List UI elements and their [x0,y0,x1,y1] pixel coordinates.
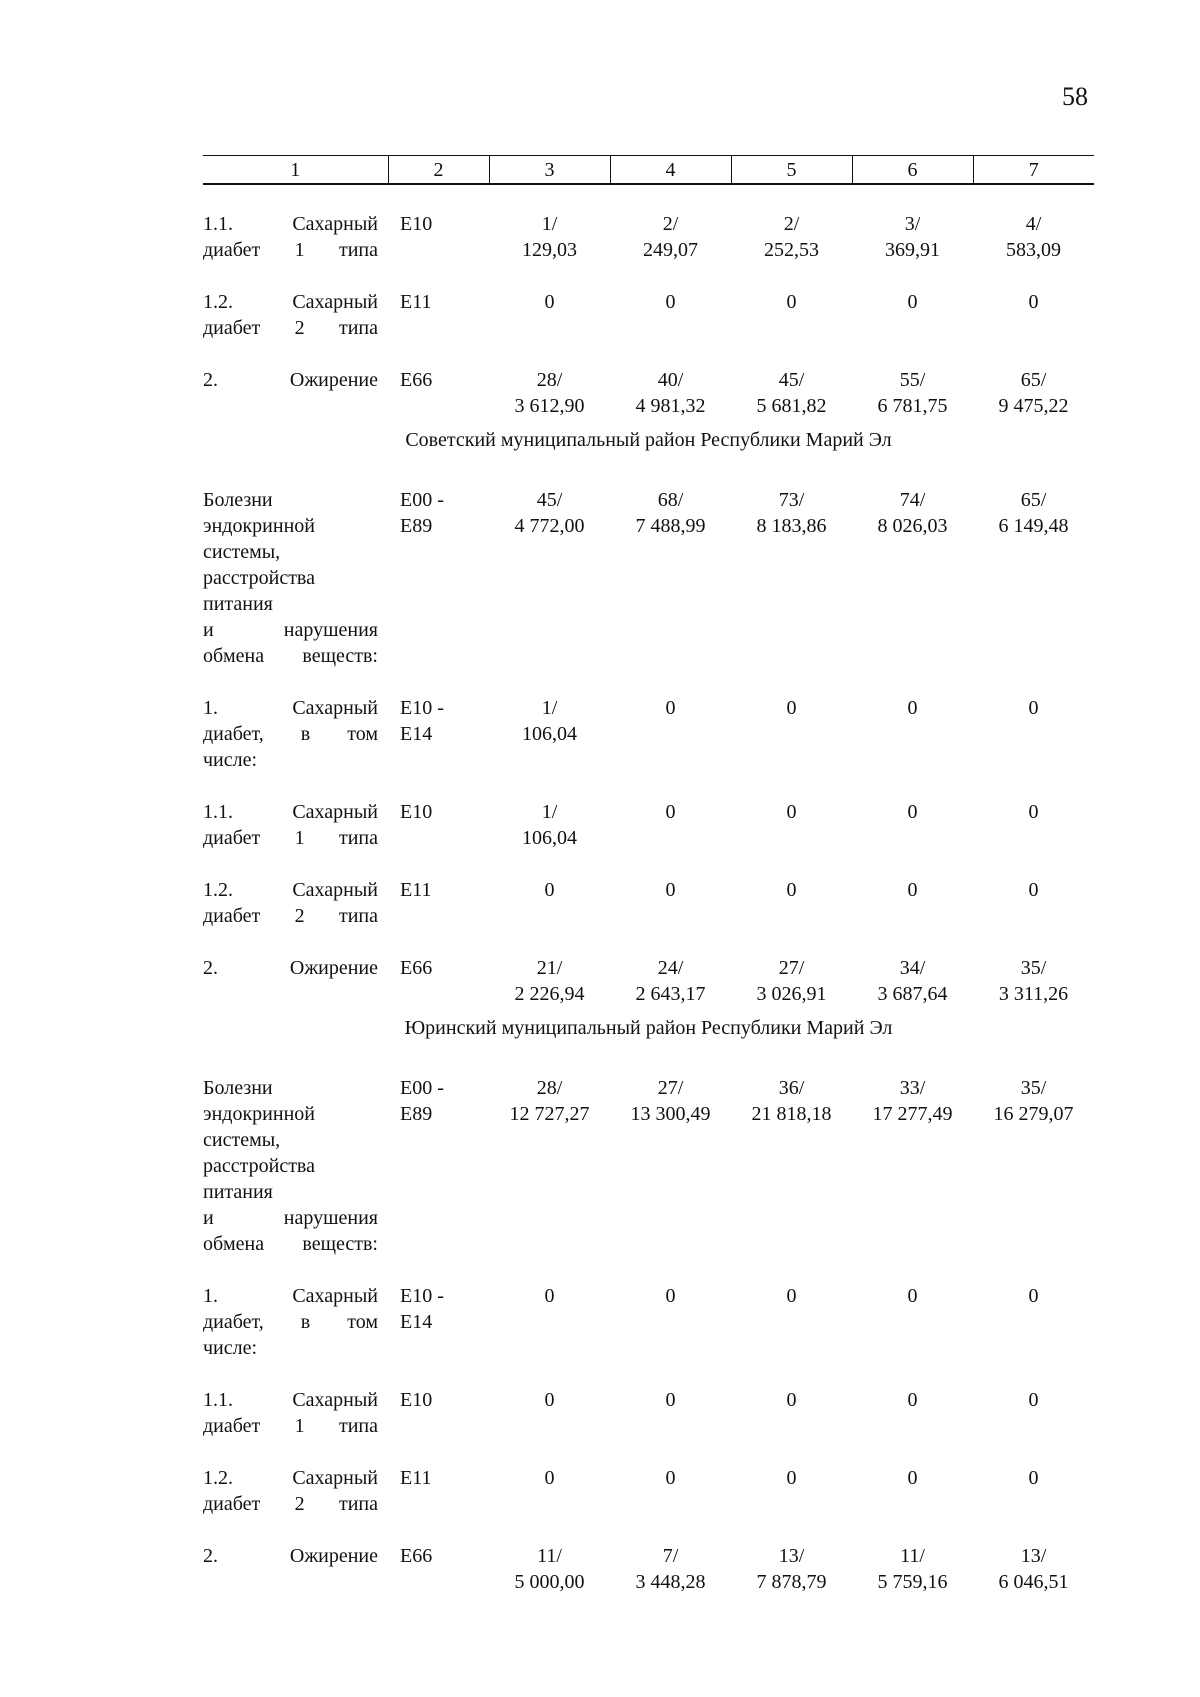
value-line: 27/ [657,1077,684,1099]
value-line: 0 [665,801,676,823]
icd-code-line: E00 - [400,489,444,511]
value-cell [610,487,731,669]
icd-code-cell [388,289,489,341]
value-line: 0 [665,697,676,719]
value-line: 21 818,18 [751,1103,832,1125]
value-line: 0 [907,697,918,719]
value-line: 36/ [778,1077,805,1099]
value-cell [489,1543,610,1595]
value-line: 2 643,17 [635,983,706,1005]
value-cell [610,695,731,773]
value-line: 249,07 [643,239,698,261]
value-cell [973,211,1094,263]
value-cell [731,877,852,929]
table-row [203,877,1094,929]
disease-name-line: Болезни [203,1077,273,1099]
value-line: 3 026,91 [756,983,827,1005]
icd-code-cell [388,695,489,773]
value-cell [852,1465,973,1517]
value-line: 0 [907,291,918,313]
icd-code-line: E11 [400,291,432,313]
icd-code-cell [388,367,489,419]
value-line: 0 [665,1285,676,1307]
value-line: 2/ [783,213,800,235]
value-cell [610,211,731,263]
value-cell [489,1465,610,1517]
value-line: 55/ [899,369,926,391]
icd-code-cell [388,1075,489,1257]
disease-name-cell [203,1283,388,1361]
value-cell [973,1543,1094,1595]
value-line: 0 [907,879,918,901]
table-row [203,1543,1094,1595]
table-row [203,695,1094,773]
icd-code-line: E10 - [400,1285,444,1307]
value-line: 3 448,28 [635,1571,706,1593]
value-line: 33/ [899,1077,926,1099]
disease-name-line: обмена веществ: [203,1233,378,1255]
value-cell [489,487,610,669]
row-spacer [203,669,1094,695]
value-cell [610,955,731,1007]
value-line: 0 [786,801,797,823]
value-line: 0 [907,1389,918,1411]
district-section-row [203,419,1094,461]
disease-name-line: 2. Ожирение [203,1545,378,1567]
disease-name-line: числе: [203,749,258,771]
value-line: 5 000,00 [514,1571,585,1593]
row-spacer [203,1517,1094,1543]
value-line: 3 612,90 [514,395,585,417]
value-cell [610,1465,731,1517]
value-cell [489,877,610,929]
value-line: 8 026,03 [877,515,948,537]
value-cell [610,367,731,419]
disease-name-line: Болезни [203,489,273,511]
disease-name-line: 1. Сахарный [203,697,378,719]
value-line: 583,09 [1006,239,1061,261]
disease-name-cell [203,799,388,851]
value-line: 2/ [662,213,679,235]
icd-code-cell [388,487,489,669]
value-line: 0 [786,291,797,313]
value-line: 74/ [899,489,926,511]
value-cell [731,487,852,669]
value-cell [852,289,973,341]
icd-code-line: E66 [400,369,433,391]
value-cell [731,799,852,851]
row-spacer [203,851,1094,877]
icd-code-line: E10 [400,1389,433,1411]
disease-name-line: диабет, в том [203,1311,378,1333]
disease-name-line: питания [203,593,273,615]
value-line: 369,91 [885,239,940,261]
value-line: 13 300,49 [630,1103,711,1125]
value-line: 7 488,99 [635,515,706,537]
value-cell [973,799,1094,851]
disease-name-line: диабет 2 типа [203,905,378,927]
value-cell [489,289,610,341]
value-line: 1/ [541,697,558,719]
column-header: 1 [290,158,301,181]
value-cell [610,1283,731,1361]
disease-name-line: и нарушения [203,1207,378,1229]
disease-name-line: эндокринной [203,1103,315,1125]
value-line: 0 [1028,801,1039,823]
value-cell [489,1075,610,1257]
value-line: 0 [786,879,797,901]
value-line: 252,53 [764,239,819,261]
value-cell [973,487,1094,669]
column-header: 6 [852,156,973,185]
disease-name-line: диабет 1 типа [203,827,378,849]
disease-name-cell [203,695,388,773]
value-line: 0 [907,801,918,823]
value-line: 0 [665,1389,676,1411]
icd-code-cell [388,1283,489,1361]
column-header: 4 [610,156,731,185]
disease-name-line: диабет 2 типа [203,317,378,339]
value-cell [973,877,1094,929]
value-line: 11/ [900,1545,925,1567]
disease-name-line: системы, [203,541,281,563]
district-section-row [203,1007,1094,1049]
value-cell [610,1543,731,1595]
value-line: 5 759,16 [877,1571,948,1593]
value-cell [973,955,1094,1007]
icd-code-line: E89 [400,515,433,537]
value-line: 28/ [536,1077,563,1099]
disease-name-line: диабет 2 типа [203,1493,378,1515]
value-line: 3/ [904,213,921,235]
table-body [203,184,1094,1595]
value-cell [731,289,852,341]
value-line: 129,03 [522,239,577,261]
value-line: 0 [665,1467,676,1489]
row-spacer [203,263,1094,289]
value-line: 12 727,27 [509,1103,590,1125]
value-cell [852,487,973,669]
value-line: 0 [1028,697,1039,719]
row-spacer [203,1257,1094,1283]
value-line: 65/ [1020,489,1047,511]
table-row [203,487,1094,669]
value-cell [731,695,852,773]
value-line: 4/ [1025,213,1042,235]
value-line: 4 981,32 [635,395,706,417]
icd-code-line: E10 - [400,697,444,719]
value-line: 0 [544,1389,555,1411]
value-line: 0 [665,879,676,901]
disease-name-line: расстройства [203,567,315,589]
value-line: 7/ [662,1545,679,1567]
table-row [203,955,1094,1007]
value-line: 0 [544,1285,555,1307]
value-line: 24/ [657,957,684,979]
value-cell [973,695,1094,773]
value-cell [852,211,973,263]
row-spacer [203,1049,1094,1075]
column-header: 7 [973,156,1094,185]
icd-code-line: E10 [400,801,433,823]
disease-name-line: 1.1. Сахарный [203,801,378,823]
value-line: 40/ [657,369,684,391]
value-cell [489,955,610,1007]
disease-name-cell [203,1387,388,1439]
row-spacer [203,461,1094,487]
value-line: 4 772,00 [514,515,585,537]
icd-code-line: E11 [400,879,432,901]
value-line: 11/ [537,1545,562,1567]
disease-name-line: 1.1. Сахарный [203,213,378,235]
value-line: 16 279,07 [993,1103,1074,1125]
disease-name-line: системы, [203,1129,281,1151]
disease-name-line: 2. Ожирение [203,369,378,391]
disease-name-cell [203,1465,388,1517]
row-spacer [203,1439,1094,1465]
value-line: 35/ [1020,1077,1047,1099]
disease-name-cell [203,1075,388,1257]
value-cell [610,1387,731,1439]
value-line: 0 [544,1467,555,1489]
value-cell [973,1283,1094,1361]
value-line: 0 [786,1467,797,1489]
value-line: 0 [786,697,797,719]
table-row [203,1465,1094,1517]
column-header: 3 [489,156,610,185]
disease-name-cell [203,955,388,1007]
table-row [203,1075,1094,1257]
value-line: 0 [1028,1467,1039,1489]
icd-code-cell [388,1387,489,1439]
icd-code-line: E14 [400,723,433,745]
value-cell [489,211,610,263]
value-line: 0 [1028,291,1039,313]
icd-code-cell [388,799,489,851]
disease-name-line: эндокринной [203,515,315,537]
disease-name-line: числе: [203,1337,258,1359]
value-line: 27/ [778,957,805,979]
disease-name-line: 1.1. Сахарный [203,1389,378,1411]
disease-name-line: 1.2. Сахарный [203,879,378,901]
value-cell [973,1465,1094,1517]
district-title: Советский муниципальный район Республики Марий Эл [405,429,892,451]
value-line: 21/ [536,957,563,979]
icd-code-line: E11 [400,1467,432,1489]
table-row [203,799,1094,851]
value-cell [489,695,610,773]
value-line: 6 149,48 [998,515,1069,537]
value-cell [852,695,973,773]
icd-code-line: E89 [400,1103,433,1125]
value-line: 17 277,49 [872,1103,953,1125]
value-cell [731,1283,852,1361]
value-cell [489,1283,610,1361]
disease-name-line: питания [203,1181,273,1203]
value-line: 6 781,75 [877,395,948,417]
icd-code-line: E14 [400,1311,433,1333]
value-line: 45/ [536,489,563,511]
value-line: 0 [786,1389,797,1411]
value-line: 106,04 [522,723,577,745]
value-cell [973,289,1094,341]
disease-name-line: обмена веществ: [203,645,378,667]
table-row [203,367,1094,419]
value-line: 45/ [778,369,805,391]
value-cell [489,799,610,851]
value-cell [731,1387,852,1439]
table-row [203,1387,1094,1439]
disease-name-line: 1. Сахарный [203,1285,378,1307]
icd-code-cell [388,1465,489,1517]
value-cell [731,1075,852,1257]
row-spacer [203,1361,1094,1387]
disease-name-line: 2. Ожирение [203,957,378,979]
value-cell [852,1075,973,1257]
value-line: 9 475,22 [998,395,1069,417]
value-line: 0 [907,1285,918,1307]
value-line: 3 311,26 [998,983,1069,1005]
value-cell [731,1543,852,1595]
value-line: 73/ [778,489,805,511]
disease-name-cell [203,877,388,929]
value-cell [731,367,852,419]
value-cell [610,877,731,929]
value-line: 28/ [536,369,563,391]
value-line: 68/ [657,489,684,511]
disease-name-line: 1.2. Сахарный [203,291,378,313]
disease-name-line: диабет, в том [203,723,378,745]
icd-code-cell [388,211,489,263]
icd-code-cell [388,1543,489,1595]
icd-code-cell [388,877,489,929]
value-line: 0 [786,1285,797,1307]
value-cell [731,955,852,1007]
disease-name-cell [203,211,388,263]
column-header: 5 [731,156,852,185]
row-spacer [203,341,1094,367]
value-line: 0 [665,291,676,313]
value-line: 34/ [899,957,926,979]
value-line: 106,04 [522,827,577,849]
table-header [203,156,1094,185]
disease-name-line: и нарушения [203,619,378,641]
row-spacer [203,929,1094,955]
value-cell [731,1465,852,1517]
value-cell [610,799,731,851]
value-cell [489,1387,610,1439]
value-line: 13/ [778,1545,805,1567]
value-cell [731,211,852,263]
value-line: 8 183,86 [756,515,827,537]
icd-code-cell [388,955,489,1007]
value-line: 65/ [1020,369,1047,391]
column-header: 2 [388,156,489,185]
value-line: 0 [1028,1285,1039,1307]
row-spacer [203,184,1094,211]
value-cell [852,1387,973,1439]
icd-code-line: E66 [400,957,433,979]
disease-name-cell [203,289,388,341]
value-line: 3 687,64 [877,983,948,1005]
disease-name-cell [203,487,388,669]
value-cell [852,877,973,929]
value-line: 0 [544,291,555,313]
row-spacer [203,773,1094,799]
table-row [203,211,1094,263]
statistics-table [203,155,1094,1595]
value-line: 0 [1028,879,1039,901]
value-cell [852,1283,973,1361]
icd-code-line: E10 [400,213,433,235]
value-line: 35/ [1020,957,1047,979]
value-cell [852,367,973,419]
value-line: 7 878,79 [756,1571,827,1593]
value-line: 2 226,94 [514,983,585,1005]
value-line: 0 [1028,1389,1039,1411]
value-cell [610,1075,731,1257]
disease-name-line: диабет 1 типа [203,239,378,261]
value-cell [610,289,731,341]
table-row [203,289,1094,341]
disease-name-line: 1.2. Сахарный [203,1467,378,1489]
disease-name-cell [203,367,388,419]
disease-name-line: диабет 1 типа [203,1415,378,1437]
district-title: Юринский муниципальный район Республики Марий Эл [404,1017,893,1039]
value-line: 1/ [541,213,558,235]
page-number: 58 [1062,82,1088,111]
value-line: 0 [544,879,555,901]
icd-code-line: E00 - [400,1077,444,1099]
icd-code-line: E66 [400,1545,433,1567]
value-line: 13/ [1020,1545,1047,1567]
value-cell [973,1387,1094,1439]
disease-name-line: расстройства [203,1155,315,1177]
value-cell [852,1543,973,1595]
value-line: 0 [907,1467,918,1489]
value-cell [973,1075,1094,1257]
value-line: 6 046,51 [998,1571,1069,1593]
statistics-table-container [203,155,1094,1595]
value-line: 1/ [541,801,558,823]
value-line: 5 681,82 [756,395,827,417]
value-cell [973,367,1094,419]
table-row [203,1283,1094,1361]
value-cell [852,955,973,1007]
disease-name-cell [203,1543,388,1595]
value-cell [489,367,610,419]
value-cell [852,799,973,851]
